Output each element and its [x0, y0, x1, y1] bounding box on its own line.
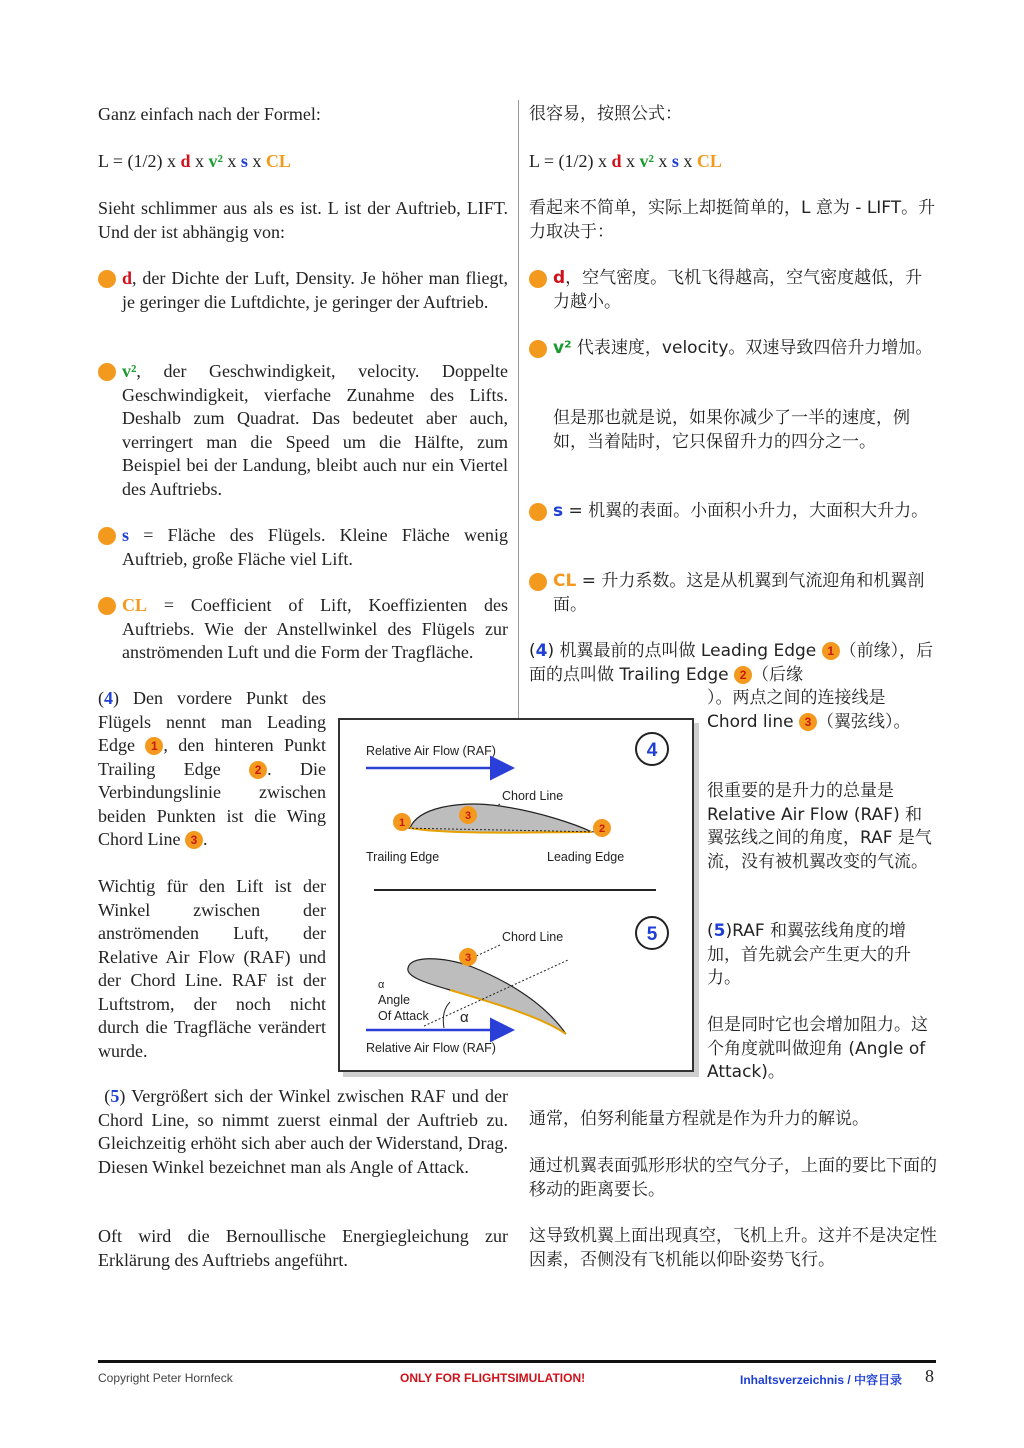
zh-paragraph-lift: 看起来不简单，实际上却挺简单的，L 意为 - LIFT。升力取决于： — [529, 198, 936, 242]
formula-s: s — [240, 151, 248, 171]
bullet-dot — [98, 527, 116, 545]
zh-edges-c: （后缘 — [752, 664, 804, 685]
zh-aoa-text: RAF 和翼弦线角度的增加，首先就会产生更大的升力。 — [707, 921, 911, 988]
zh-bullet-key: v² — [553, 338, 572, 358]
zh-bullet-surface — [529, 500, 937, 524]
formula-s: s — [671, 151, 679, 171]
badge-3: 3 — [185, 831, 203, 849]
alpha-label: α — [460, 1009, 469, 1026]
chord-line-label-bottom: Chord Line — [502, 930, 564, 944]
de-bullet-key: CL — [122, 595, 148, 615]
bullet-dot — [529, 573, 547, 591]
formula-x1: x — [190, 151, 209, 171]
de-paragraph-edges: (4) Den vordere Punkt des Flügels nennt man Leading Edge 1 , den hinteren Punkt Trailing Edge 2 . Die Verbindungslinie zwischen beiden Punkten ist die Wing Chord Line 3 . — [98, 688, 326, 849]
bullet-dot — [98, 363, 116, 381]
zh-bullet-text: = 机翼的表面。小面积小升力，大面积大升力。 — [563, 501, 929, 521]
de-paragraph-bernoulli: Oft wird die Bernoullische Energiegleichung zur Erklärung des Auftriebs angeführt. — [98, 1226, 508, 1270]
de-edges-d: . — [203, 829, 208, 849]
section-number-5: 5 — [646, 924, 658, 945]
formula-x3: x — [247, 151, 266, 171]
zh-paragraph-bernoulli-1: 通常，伯努利能量方程就是作为升力的解说。 — [529, 1109, 869, 1129]
bullet-dot — [529, 270, 547, 288]
angle-label: Angle — [378, 993, 410, 1007]
zh-bullet-cl — [529, 570, 937, 617]
airfoil-diagram — [338, 718, 694, 1072]
marker-2-top-label: 2 — [598, 823, 606, 835]
de-bullet-text: = Coefficient of Lift, Koeffizienten des Auftriebs. Wie der Anstellwinkel des Flügels zur anströmenden Luft und die Form der Tragfläche. — [122, 595, 508, 662]
zh-intro: 很容易，按照公式： — [529, 104, 682, 124]
section-number: 5 — [110, 1086, 120, 1106]
footer-toc-link[interactable]: Inhaltsverzeichnis / 中容目录 — [740, 1373, 903, 1387]
zh-paragraph-chord — [707, 687, 937, 734]
de-intro: Ganz einfach nach der Formel: — [98, 104, 321, 124]
formula-eq: = (1/2) x — [108, 151, 181, 171]
zh-paragraph-edges: (4) 机翼最前的点叫做 Leading Edge 1 （前缘），后面的点叫做 Trailing Edge 2 （后缘 — [529, 641, 934, 685]
de-bullet-key: v² — [122, 361, 137, 381]
formula-cl: CL — [265, 151, 291, 171]
marker-1-top-label: 1 — [398, 817, 406, 829]
badge-2: 2 — [249, 761, 267, 779]
zh-edges-a: 机翼最前的点叫做 Leading Edge — [554, 641, 822, 661]
formula-d: d — [180, 151, 191, 171]
zh-bullet-density — [529, 267, 937, 314]
de-aoa-text: Vergrößert sich der Winkel zwischen RAF und der Chord Line, so nimmt zuerst einmal der Auftrieb zu. Gleichzeitig erhöht sich aber auch der Widerstand, Drag. Diesen Winkel bezeichnet man als Angle of Attack. — [98, 1086, 508, 1177]
zh-bullet-velocity — [529, 337, 937, 361]
formula-cl: CL — [696, 151, 722, 171]
de-bullet-key: s — [122, 525, 130, 545]
zh-chord-b: （翼弦线）。 — [817, 711, 911, 732]
zh-chord-a: ）。两点之间的连接线是 Chord line — [707, 688, 886, 732]
de-edges-a: Den vordere Punkt des Flügels nennt man Leading Edge — [98, 688, 326, 755]
zh-paragraph-bernoulli-2: 通过机翼表面弧形形状的空气分子，上面的要比下面的移动的距离要长。 — [529, 1156, 937, 1200]
zh-paragraph-drag: 但是同时它也会增加阻力。这个角度就叫做迎角 (Angle of Attack)。 — [707, 1015, 928, 1082]
de-bullet-text: , der Dichte der Luft, Density. Je höher man fliegt, je geringer die Luftdichte, je geringer der Auftrieb. — [122, 268, 508, 312]
de-edges-b: , den hinteren Punkt Trailing Edge — [98, 735, 326, 779]
section-number: 4 — [104, 688, 113, 708]
de-paragraph-aoa: (5) Vergrößert sich der Winkel zwischen RAF und der Chord Line, so nimmt zuerst einmal der Auftrieb zu. Gleichzeitig erhöht sich aber auch der Widerstand, Drag. Diesen Winkel bezeichnet man als Angle of Attack. — [98, 1086, 508, 1177]
zh-paragraph-raf: 很重要的是升力的总量是 Relative Air Flow (RAF) 和翼弦线之间的角度，RAF 是气流，没有被机翼改变的气流。 — [707, 781, 932, 872]
zh-bullet-key: s — [553, 501, 564, 521]
formula-v: v² — [208, 151, 223, 171]
marker-3-bottom-label: 3 — [464, 952, 472, 964]
raf-label-bottom: Relative Air Flow (RAF) — [366, 1041, 496, 1055]
marker-3-top-label: 3 — [464, 810, 472, 822]
formula-x1: x — [621, 151, 640, 171]
de-bullet-surface — [98, 524, 508, 571]
bullet-dot — [529, 503, 547, 521]
bullet-dot — [98, 270, 116, 288]
formula-x2: x — [653, 151, 672, 171]
zh-paragraph-half-speed: 但是那也就是说，如果你减少了一半的速度，例如，当着陆时，它只保留升力的四分之一。 — [553, 408, 910, 452]
de-paragraph-raf: Wichtig für den Lift ist der Winkel zwischen der anströmenden Luft, der Relative Air Flow (RAF) und der Chord Line. RAF ist der Luftstrom, der noch nicht durch die Tragfläche verändert wurde. — [98, 876, 326, 1061]
formula-x2: x — [222, 151, 241, 171]
section-number: 4 — [535, 641, 548, 661]
raf-label-top: Relative Air Flow (RAF) — [366, 744, 496, 758]
de-bullet-text: , der Geschwindigkeit, velocity. Doppelte Geschwindigkeit, vierfache Zunahme des Lifts. Deshalb zum Quadrat. Das bedeutet aber auch, verringert man die Speed um die Hälfte, zum Beispiel bei der Landung, bleibt auch nur ein Viertel des Auftriebs. — [122, 361, 508, 499]
de-paragraph-lift: Sieht schlimmer aus als es ist. L ist der Auftrieb, LIFT. Und der ist abhängig von: — [98, 198, 508, 242]
footer-copyright: Copyright Peter Hornfeck — [98, 1371, 233, 1385]
zh-edges-b: （前缘），后面的点叫做 Trailing Edge — [529, 641, 934, 685]
zh-bullet-text: ，空气密度。飞机飞得越高，空气密度越低，升力越小。 — [553, 268, 923, 312]
de-formula — [98, 150, 508, 174]
section-number: 5 — [713, 921, 726, 941]
de-bullet-key: d — [122, 268, 133, 288]
section-number-4: 4 — [646, 740, 658, 761]
chord-line-label-top: Chord Line — [502, 789, 564, 803]
badge-1: 1 — [822, 642, 840, 660]
leading-edge-label: Leading Edge — [547, 850, 625, 864]
formula-d: d — [611, 151, 622, 171]
bullet-dot — [529, 340, 547, 358]
de-bullet-density — [98, 267, 508, 314]
trailing-edge-label: Trailing Edge — [366, 850, 440, 864]
zh-bullet-key: CL — [553, 571, 577, 591]
footer-page-number: 8 — [925, 1366, 934, 1386]
zh-formula — [529, 150, 937, 174]
zh-bullet-text: 代表速度，velocity。双速导致四倍升力增加。 — [571, 338, 933, 358]
alpha-small-label: α — [378, 979, 385, 991]
footer-notice: ONLY FOR FLIGHTSIMULATION! — [400, 1371, 586, 1385]
of-attack-label: Of Attack — [378, 1009, 429, 1023]
de-bullet-velocity — [98, 360, 508, 501]
bullet-dot — [98, 597, 116, 615]
badge-2: 2 — [734, 666, 752, 684]
formula-eq: = (1/2) x — [539, 151, 612, 171]
angle-arc — [443, 1002, 450, 1028]
de-edges-c: . Die Verbindungslinie zwischen beiden Punkten ist die Wing Chord Line — [98, 758, 326, 849]
zh-paragraph-bernoulli-3: 这导致机翼上面出现真空，飞机上升。这并不是决定性因素，否侧没有飞机能以仰卧姿势飞行。 — [529, 1226, 937, 1270]
zh-bullet-key: d — [553, 268, 566, 288]
formula-l: L — [98, 151, 109, 171]
formula-l: L — [529, 151, 540, 171]
formula-v: v² — [639, 151, 654, 171]
de-bullet-cl — [98, 594, 508, 665]
airfoil-diagram-svg — [340, 720, 692, 1070]
badge-1: 1 — [145, 737, 163, 755]
zh-bullet-text: = 升力系数。这是从机翼到气流迎角和机翼剖面。 — [553, 571, 925, 615]
badge-3: 3 — [799, 713, 817, 731]
footer-rule — [98, 1360, 936, 1363]
de-bullet-text: = Fläche des Flügels. Kleine Fläche wenig Auftrieb, große Fläche viel Lift. — [122, 525, 508, 569]
formula-x3: x — [678, 151, 697, 171]
zh-paragraph-aoa: (5)RAF 和翼弦线角度的增加，首先就会产生更大的升力。 — [707, 921, 911, 988]
